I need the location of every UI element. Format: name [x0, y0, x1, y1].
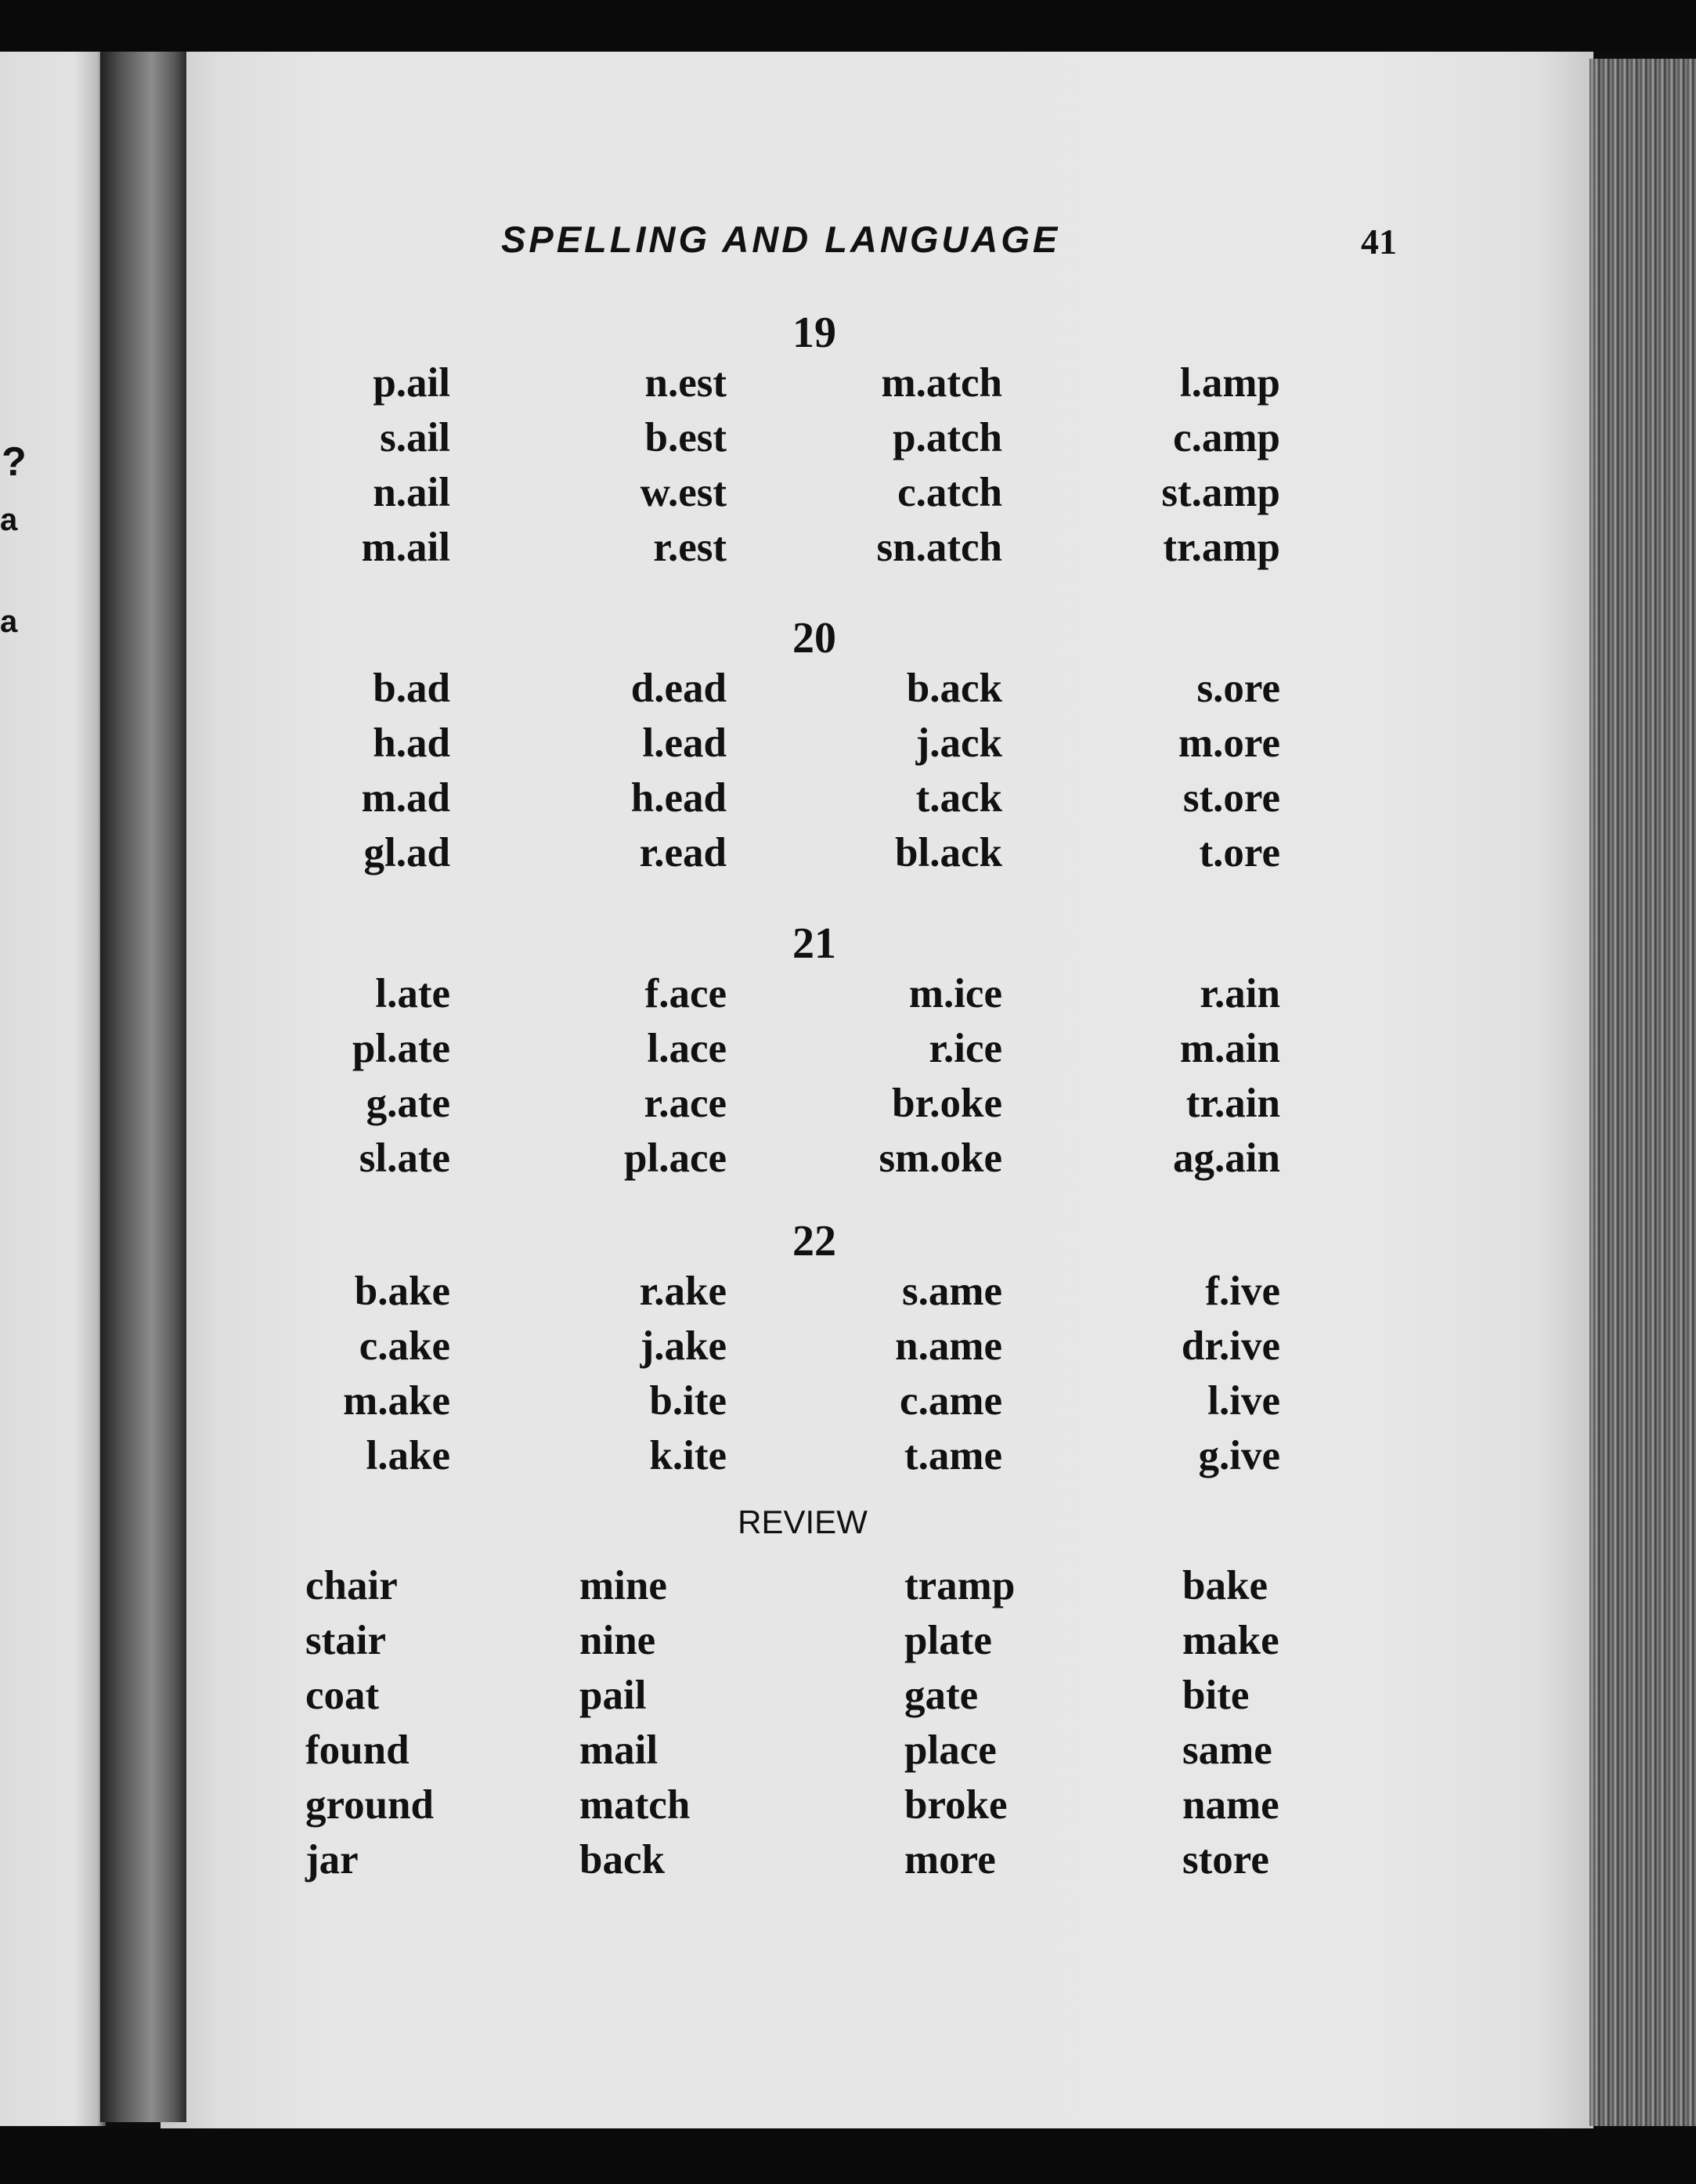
facing-page	[0, 43, 106, 2126]
review-word: make	[1182, 1618, 1279, 1663]
spelling-word: f.ive	[1205, 1269, 1280, 1314]
review-word: more	[904, 1837, 996, 1883]
spelling-word: st.amp	[1161, 470, 1280, 515]
spelling-word: b.ite	[649, 1378, 727, 1424]
page-number: 41	[1361, 222, 1397, 262]
spelling-word: dr.ive	[1181, 1323, 1280, 1369]
spelling-word: m.ake	[343, 1378, 450, 1424]
lesson-number: 21	[792, 919, 836, 968]
spelling-word: m.ice	[908, 971, 1002, 1016]
spelling-word: sm.oke	[879, 1135, 1002, 1181]
spelling-word: s.ore	[1196, 666, 1280, 711]
spelling-word: k.ite	[649, 1433, 727, 1478]
spelling-word: r.est	[653, 525, 727, 570]
spelling-word: m.atch	[881, 360, 1002, 406]
spelling-word: m.ain	[1179, 1026, 1280, 1071]
spelling-word: tr.ain	[1185, 1081, 1280, 1126]
lesson-number: 20	[792, 614, 836, 662]
review-word: ground	[305, 1782, 434, 1828]
spelling-word: bl.ack	[895, 830, 1002, 875]
spelling-word: c.atch	[897, 470, 1002, 515]
spelling-word: m.ore	[1178, 720, 1280, 766]
spelling-word: r.ace	[644, 1081, 727, 1126]
spelling-word: r.ain	[1200, 971, 1280, 1016]
spelling-word: l.ate	[375, 971, 450, 1016]
facing-page-mark: a	[0, 605, 18, 639]
spelling-word: r.ead	[639, 830, 727, 875]
spelling-word: t.ore	[1199, 830, 1280, 875]
spelling-word: sn.atch	[876, 525, 1002, 570]
review-word: mine	[579, 1563, 667, 1608]
spelling-word: m.ail	[361, 525, 450, 570]
running-head: SPELLING AND LANGUAGE	[501, 218, 1061, 260]
spelling-word: t.ack	[915, 775, 1002, 821]
review-word: bake	[1182, 1563, 1268, 1608]
spelling-word: h.ead	[630, 775, 727, 821]
review-word: match	[579, 1782, 691, 1828]
spelling-word: r.ake	[639, 1269, 727, 1314]
spelling-word: r.ice	[929, 1026, 1002, 1071]
spelling-word: pl.ate	[352, 1026, 450, 1071]
review-word: pail	[579, 1673, 647, 1718]
scan-border-bottom	[0, 2128, 1696, 2184]
spelling-word: sl.ate	[359, 1135, 450, 1181]
spelling-word: l.ake	[366, 1433, 450, 1478]
review-word: broke	[904, 1782, 1008, 1828]
spelling-word: b.ake	[354, 1269, 450, 1314]
review-word: nine	[579, 1618, 656, 1663]
review-word: store	[1182, 1837, 1269, 1883]
review-word: mail	[579, 1727, 659, 1773]
spelling-word: c.amp	[1173, 415, 1280, 460]
spelling-word: tr.amp	[1163, 525, 1280, 570]
spelling-word: st.ore	[1182, 775, 1280, 821]
review-word: tramp	[904, 1563, 1016, 1608]
scan-border-top	[0, 0, 1696, 52]
spelling-word: j.ack	[915, 720, 1002, 766]
spelling-word: p.atch	[893, 415, 1002, 460]
review-word: found	[305, 1727, 410, 1773]
spelling-word: ag.ain	[1173, 1135, 1280, 1181]
spelling-word: pl.ace	[624, 1135, 727, 1181]
spelling-word: s.ame	[901, 1269, 1002, 1314]
spelling-word: l.ace	[647, 1026, 727, 1071]
spelling-word: l.ead	[642, 720, 727, 766]
spelling-word: b.ack	[906, 666, 1002, 711]
spelling-word: n.ail	[373, 470, 450, 515]
spelling-word: h.ad	[373, 720, 450, 766]
spelling-word: b.est	[644, 415, 727, 460]
review-word: same	[1182, 1727, 1272, 1773]
review-word: chair	[305, 1563, 398, 1608]
spelling-word: n.est	[644, 360, 727, 406]
spelling-word: l.ive	[1207, 1378, 1280, 1424]
review-word: stair	[305, 1618, 387, 1663]
spelling-word: p.ail	[373, 360, 450, 406]
spelling-word: n.ame	[895, 1323, 1002, 1369]
spelling-word: s.ail	[380, 415, 450, 460]
spelling-word: l.amp	[1179, 360, 1280, 406]
spelling-word: c.ame	[900, 1378, 1002, 1424]
spelling-word: t.ame	[904, 1433, 1002, 1478]
lesson-number: 22	[792, 1217, 836, 1265]
facing-page-mark: a	[0, 503, 18, 537]
spelling-word: br.oke	[892, 1081, 1002, 1126]
page-edges	[1590, 59, 1696, 2126]
review-word: gate	[904, 1673, 979, 1718]
spelling-word: m.ad	[361, 775, 450, 821]
lesson-number: 19	[792, 309, 836, 357]
book-gutter	[100, 39, 186, 2122]
review-word: place	[904, 1727, 997, 1773]
spelling-word: d.ead	[630, 666, 727, 711]
review-word: jar	[305, 1837, 359, 1883]
spelling-word: c.ake	[359, 1323, 450, 1369]
review-word: back	[579, 1837, 665, 1883]
spelling-word: g.ate	[366, 1081, 450, 1126]
review-word: plate	[904, 1618, 992, 1663]
spelling-word: gl.ad	[363, 830, 450, 875]
spelling-word: f.ace	[644, 971, 727, 1016]
review-word: coat	[305, 1673, 380, 1718]
facing-page-mark: ?	[2, 439, 27, 485]
spelling-word: g.ive	[1198, 1433, 1280, 1478]
review-word: name	[1182, 1782, 1279, 1828]
spelling-word: w.est	[640, 470, 727, 515]
spelling-word: b.ad	[373, 666, 450, 711]
review-title: REVIEW	[738, 1504, 868, 1540]
spelling-word: j.ake	[640, 1323, 727, 1369]
review-word: bite	[1182, 1673, 1250, 1718]
